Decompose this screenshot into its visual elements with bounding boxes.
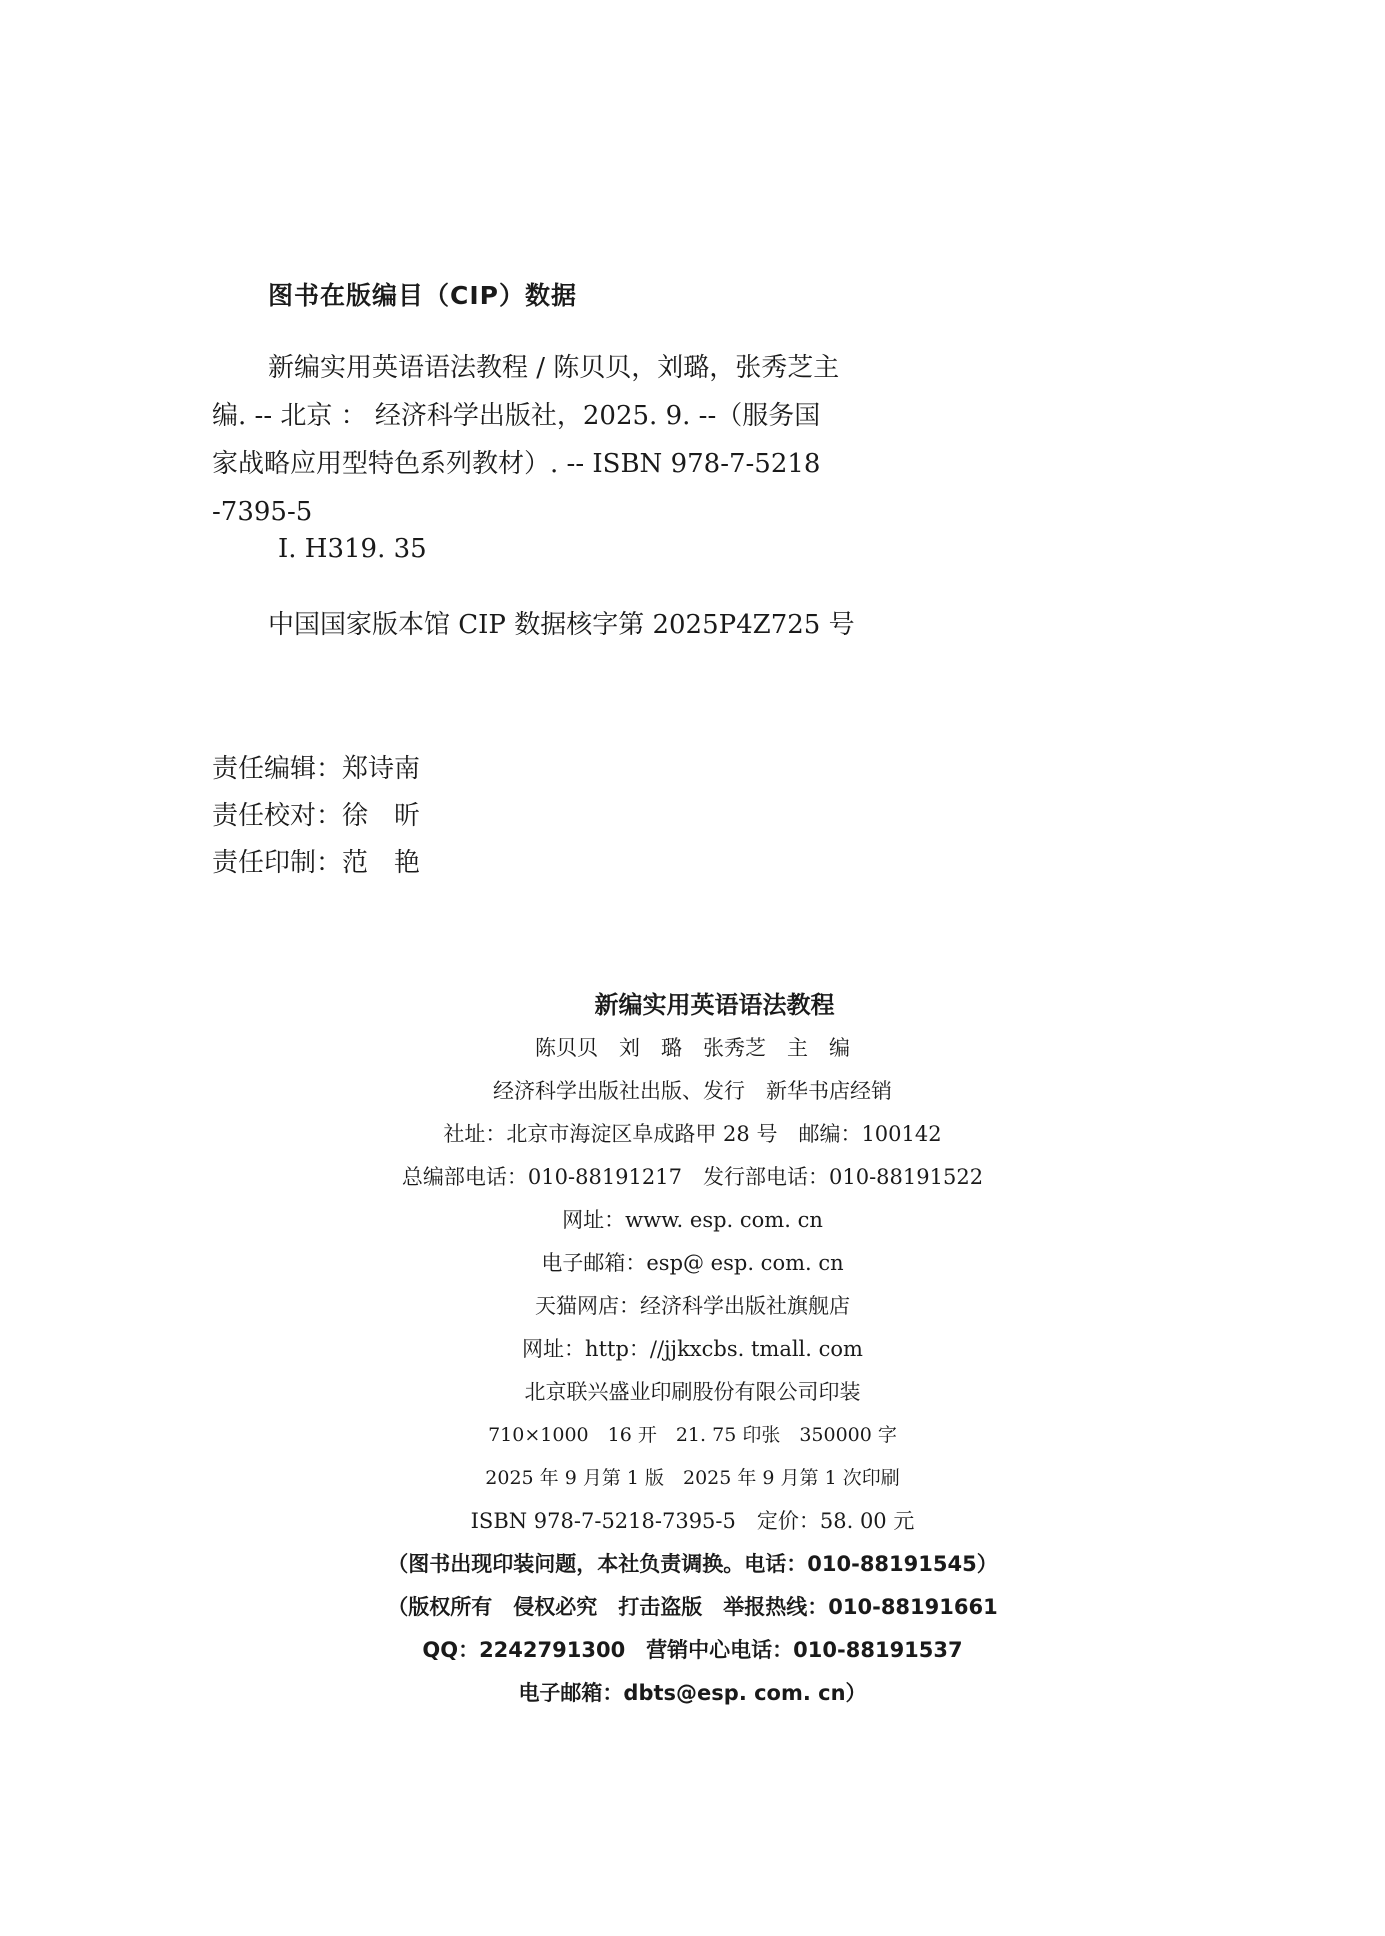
colophon-email: 电子邮箱：esp@ esp. com. cn xyxy=(541,1251,844,1275)
staff-role: 责任印制： xyxy=(212,848,343,878)
colophon xyxy=(0,984,1385,1715)
staff-role: 责任编辑： xyxy=(212,754,343,784)
colophon-editors: 陈贝贝 刘 璐 张秀芝 主 编 xyxy=(535,1036,850,1060)
cip-record xyxy=(212,344,912,536)
colophon-book-title: 新编实用英语语法教程 xyxy=(594,991,835,1019)
cip-record-line: -7395-5 xyxy=(212,497,313,527)
cip-record-line: 编. -- 北京 ： 经济科学出版社，2025. 9. --（服务国 xyxy=(212,401,821,431)
staff-row-printing xyxy=(212,840,420,887)
colophon-publisher: 经济科学出版社出版、发行 新华书店经销 xyxy=(493,1079,892,1103)
staff-role: 责任校对： xyxy=(212,801,343,831)
colophon-specs: 710×1000 16 开 21. 75 印张 350000 字 xyxy=(488,1424,897,1446)
colophon-notice-contact: QQ：2242791300 营销中心电话：010-88191537 xyxy=(422,1638,963,1662)
colophon-edition: 2025 年 9 月第 1 版 2025 年 9 月第 1 次印刷 xyxy=(485,1467,900,1489)
cip-record-line: 家战略应用型特色系列教材）. -- ISBN 978-7-5218 xyxy=(212,449,821,479)
colophon-tmall-store: 天猫网店：经济科学出版社旗舰店 xyxy=(535,1294,850,1318)
colophon-address: 社址：北京市海淀区阜成路甲 28 号 邮编：100142 xyxy=(443,1122,942,1146)
cip-approval-number: 中国国家版本馆 CIP 数据核字第 2025P4Z725 号 xyxy=(268,610,855,640)
colophon-printer: 北京联兴盛业印刷股份有限公司印装 xyxy=(524,1380,861,1404)
colophon-isbn-price: ISBN 978-7-5218-7395-5 定价：58. 00 元 xyxy=(470,1509,915,1533)
colophon-notice-piracy: （版权所有 侵权必究 打击盗版 举报热线：010-88191661 xyxy=(387,1595,998,1619)
cip-heading: 图书在版编目（CIP）数据 xyxy=(268,281,577,310)
colophon-notice-email: 电子邮箱：dbts@esp. com. cn） xyxy=(518,1681,867,1705)
staff-row-proofreader xyxy=(212,793,420,840)
cip-record-line: 新编实用英语语法教程 / 陈贝贝，刘璐，张秀芝主 xyxy=(268,353,840,383)
colophon-notice-replacement: （图书出现印装问题，本社负责调换。电话：010-88191545） xyxy=(387,1552,998,1576)
staff-row-editor xyxy=(212,746,420,793)
staff-name: 徐 昕 xyxy=(342,801,421,831)
cip-classification: Ⅰ. H319. 35 xyxy=(278,534,427,564)
colophon-website: 网址：www. esp. com. cn xyxy=(562,1208,823,1232)
colophon-phones: 总编部电话：010-88191217 发行部电话：010-88191522 xyxy=(401,1165,984,1189)
colophon-tmall-url: 网址：http：//jjkxcbs. tmall. com xyxy=(522,1337,863,1361)
staff-name: 郑诗南 xyxy=(342,754,421,784)
staff-list xyxy=(212,746,420,887)
staff-name: 范 艳 xyxy=(342,848,421,878)
